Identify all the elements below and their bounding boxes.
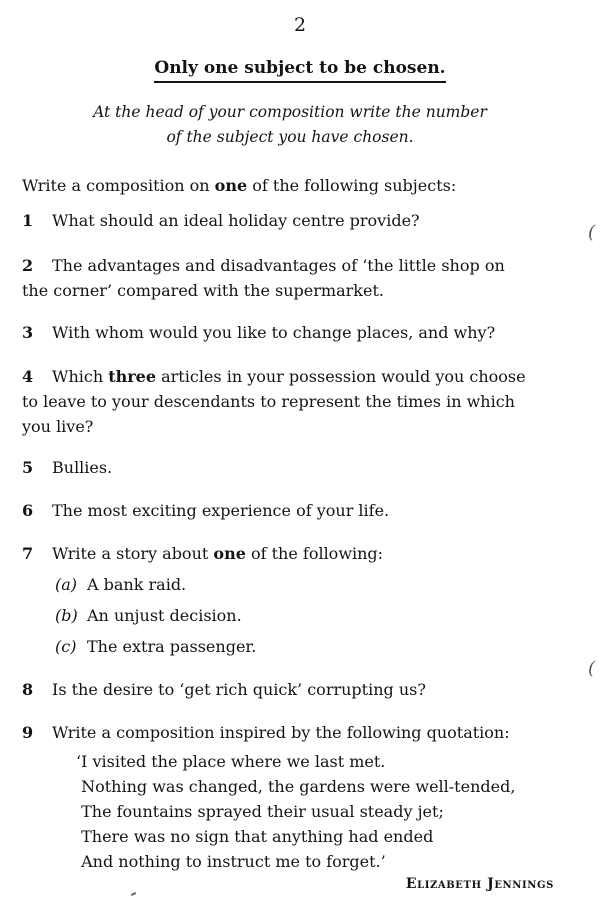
question-emphasis: one — [213, 544, 246, 563]
intro-emphasis: one — [214, 176, 248, 195]
question-1 — [22, 208, 562, 233]
subitem-text: The extra passenger. — [87, 637, 257, 656]
question-number: 1 — [22, 211, 34, 230]
question-text: What should an ideal holiday centre provide? — [52, 211, 420, 230]
quotation-line-4: There was no sign that anything had ended — [76, 827, 434, 846]
instructions-line-1: At the head of your composition write the number — [93, 103, 487, 121]
quotation-author: Elizabeth Jennings — [405, 876, 554, 892]
question-text-line-2: the corner’ compared with the supermarket. — [22, 281, 384, 300]
question-4 — [22, 364, 562, 439]
question-text-line-2: to leave to your descendants to represent the times in which — [22, 392, 515, 411]
scan-speck — [131, 892, 136, 896]
question-text: Write a composition inspired by the following quotation: — [52, 723, 510, 742]
page-number: 2 — [293, 14, 307, 36]
heading-text: Only one subject to be chosen. — [154, 58, 445, 83]
margin-mark: ( — [588, 658, 596, 679]
question-number: 3 — [22, 323, 34, 342]
question-8 — [22, 677, 562, 702]
question-number: 2 — [22, 256, 34, 275]
subitem-text: An unjust decision. — [87, 606, 242, 625]
subitem-a — [55, 572, 186, 597]
intro-before: Write a composition on — [22, 176, 215, 195]
quotation-line-5: And nothing to instruct me to forget.’ — [76, 852, 386, 871]
subitem-label: (a) — [55, 575, 78, 594]
question-text-before: Which — [52, 367, 109, 386]
question-text-after: of the following: — [245, 544, 384, 563]
quotation-line-2: Nothing was changed, the gardens were well-tended, — [76, 777, 516, 796]
question-number: 5 — [22, 458, 34, 477]
instructions — [60, 100, 520, 150]
intro-text — [22, 173, 562, 198]
question-text-after: articles in your possession would you choose — [156, 367, 526, 386]
question-3 — [22, 320, 562, 345]
question-number: 7 — [22, 544, 34, 563]
question-5 — [22, 455, 562, 480]
question-emphasis: three — [108, 367, 157, 386]
question-6 — [22, 498, 562, 523]
subitem-label: (b) — [55, 606, 78, 625]
question-number: 6 — [22, 501, 34, 520]
subitem-b — [55, 603, 242, 628]
quotation-line-1: ‘I visited the place where we last met. — [76, 752, 386, 771]
instructions-line-2: of the subject you have chosen. — [166, 128, 414, 146]
question-9 — [22, 720, 562, 745]
subitem-c — [55, 634, 256, 659]
question-text-before: Write a story about — [52, 544, 214, 563]
question-text: The most exciting experience of your life. — [52, 501, 390, 520]
question-text: The advantages and disadvantages of ‘the little shop on — [52, 256, 505, 275]
page-heading — [0, 58, 600, 78]
question-number: 8 — [22, 680, 34, 699]
question-text-line-3: you live? — [22, 417, 94, 436]
subitem-label: (c) — [55, 637, 77, 656]
question-text: With whom would you like to change places, and why? — [52, 323, 496, 342]
question-text: Is the desire to ‘get rich quick’ corrupting us? — [52, 680, 426, 699]
question-number: 4 — [22, 367, 34, 386]
quotation-line-3: The fountains sprayed their usual steady jet; — [76, 802, 444, 821]
margin-mark: ( — [588, 222, 596, 243]
subitem-text: A bank raid. — [87, 575, 187, 594]
intro-after: of the following subjects: — [247, 176, 457, 195]
question-2 — [22, 253, 562, 303]
question-7 — [22, 541, 562, 566]
question-text: Bullies. — [52, 458, 113, 477]
question-number: 9 — [22, 723, 34, 742]
